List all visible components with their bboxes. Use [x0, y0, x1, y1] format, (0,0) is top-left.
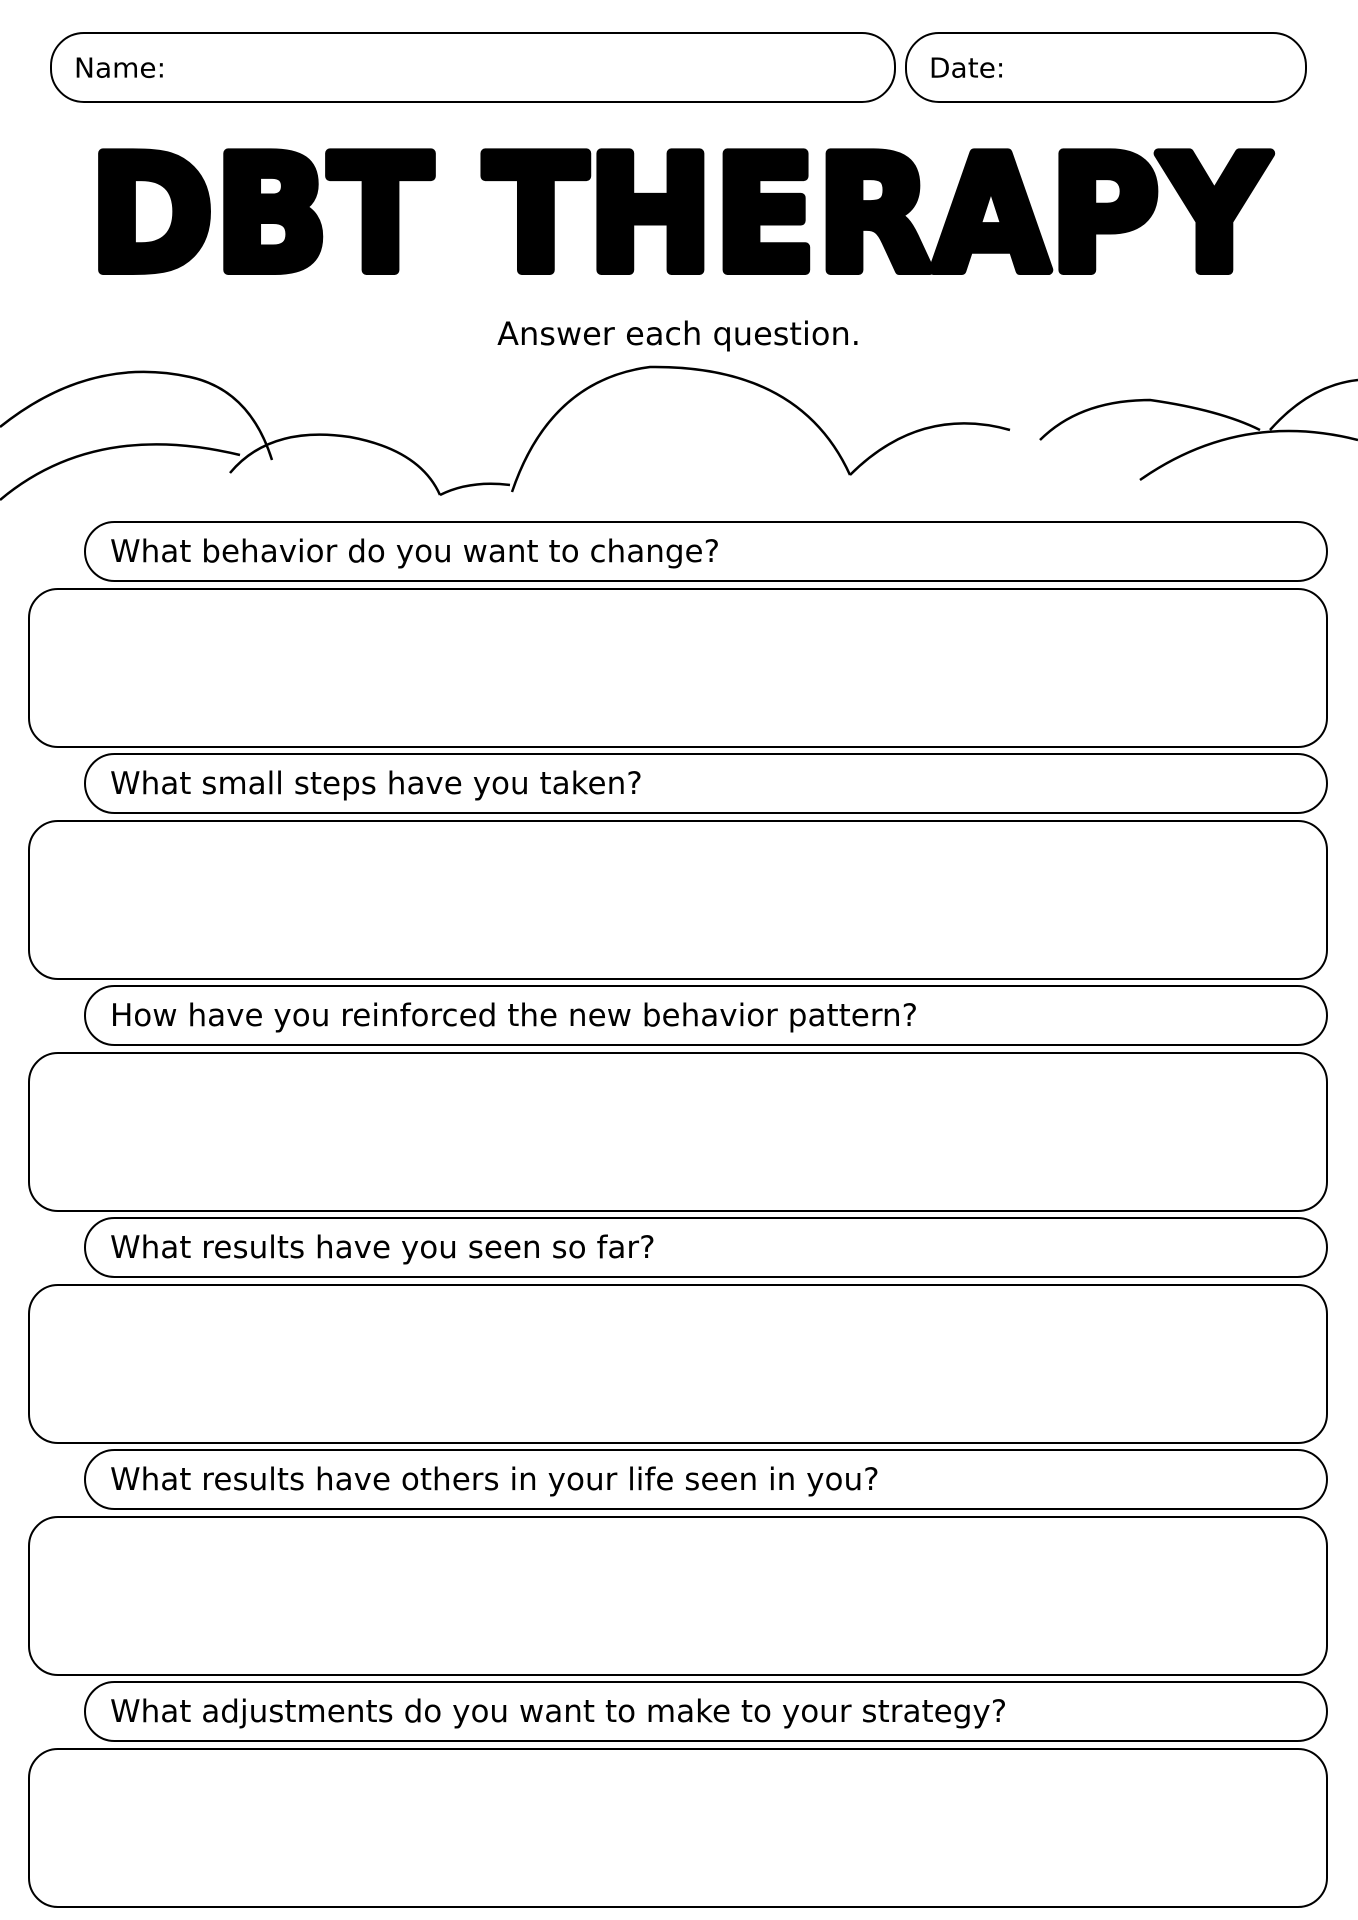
answer-box[interactable]	[28, 1516, 1328, 1676]
question-label	[84, 1449, 1328, 1510]
question-text: What results have others in your life seen in you?	[110, 1461, 880, 1498]
answer-box[interactable]	[28, 820, 1328, 980]
question-text: What adjustments do you want to make to your strategy?	[110, 1693, 1008, 1730]
question-text: How have you reinforced the new behavior pattern?	[110, 997, 919, 1034]
question-label	[84, 985, 1328, 1046]
question-label	[84, 1681, 1328, 1742]
question-text: What results have you seen so far?	[110, 1229, 656, 1266]
page-title-text: DBT THERAPY	[89, 121, 1272, 300]
name-field[interactable]	[50, 32, 896, 103]
answer-box[interactable]	[28, 1748, 1328, 1908]
answer-box[interactable]	[28, 588, 1328, 748]
question-text: What behavior do you want to change?	[110, 533, 721, 570]
answer-box[interactable]	[28, 1052, 1328, 1212]
question-label	[84, 753, 1328, 814]
question-text: What small steps have you taken?	[110, 765, 643, 802]
date-field[interactable]	[905, 32, 1307, 103]
instructions: Answer each question.	[497, 315, 861, 353]
name-label: Name:	[74, 51, 167, 84]
answer-box[interactable]	[28, 1284, 1328, 1444]
page-title	[0, 115, 1358, 300]
cloud-decoration	[0, 360, 1358, 510]
question-label	[84, 521, 1328, 582]
date-label: Date:	[929, 51, 1006, 84]
question-label	[84, 1217, 1328, 1278]
